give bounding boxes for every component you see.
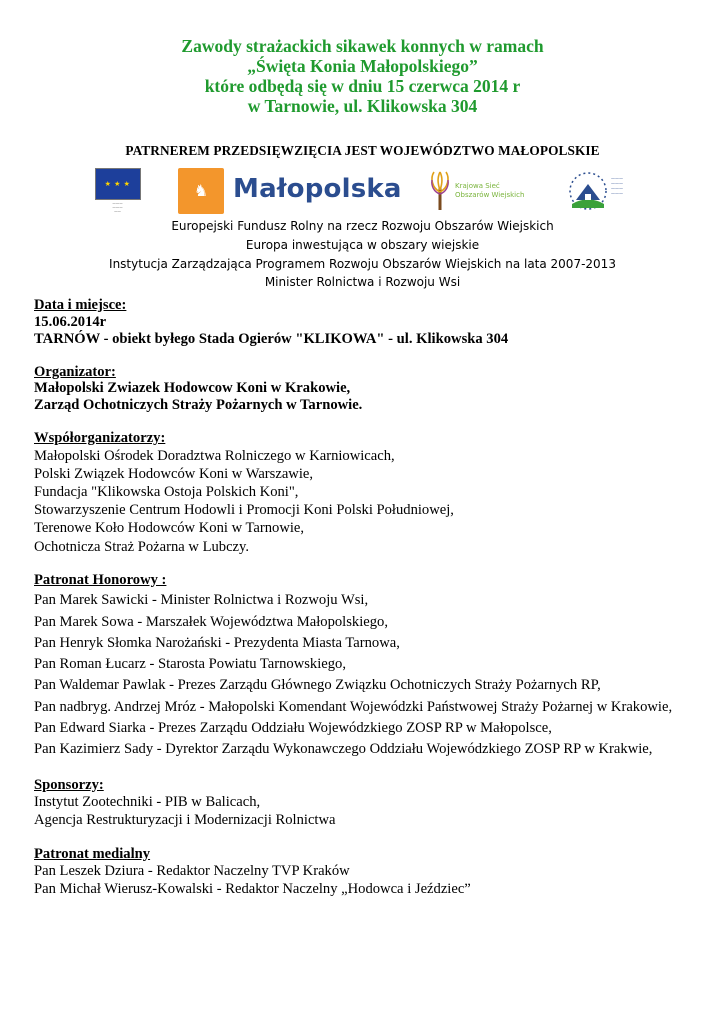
organizer-item: Małopolski Zwiazek Hodowcow Koni w Krakowie, bbox=[34, 380, 351, 396]
ksow-tree-icon bbox=[428, 170, 452, 212]
funding-line: Instytucja Zarządzająca Programem Rozwoju Obszarów Wiejskich na lata 2007-2013 bbox=[109, 256, 616, 271]
date-place-section bbox=[34, 297, 691, 348]
patron-item: Pan Henryk Słomka Narożański - Prezydenta Miasta Tarnowa, bbox=[34, 634, 400, 651]
organizer-item: Zarząd Ochotniczych Straży Pożarnych w Tarnowie. bbox=[34, 397, 363, 413]
media-patron-item: Pan Leszek Dziura - Redaktor Naczelny TVP Kraków bbox=[34, 863, 350, 879]
section-heading: Data i miejsce: bbox=[34, 297, 127, 313]
sponsor-item: Agencja Restrukturyzacji i Modernizacji Rolnictwa bbox=[34, 812, 336, 829]
eu-flag-icon: ★ ★ ★ bbox=[95, 168, 141, 200]
funding-line: Minister Rolnictwa i Rozwoju Wsi bbox=[264, 275, 461, 290]
honorary-patronage-section bbox=[34, 572, 691, 761]
coorganizer-item: Fundacja "Klikowska Ostoja Polskich Koni", bbox=[34, 483, 299, 500]
document-title bbox=[0, 36, 725, 116]
prow-logo bbox=[565, 168, 645, 214]
patron-item: Pan Marek Sawicki - Minister Rolnictwa i Rozwoju Wsi, bbox=[34, 592, 369, 609]
ksow-text: Krajowa Sieć Obszarów Wiejskich bbox=[455, 182, 525, 199]
title-line: „Święta Konia Małopolskiego” bbox=[247, 56, 478, 76]
organizer-section bbox=[34, 364, 691, 415]
sponsor-item: Instytut Zootechniki - PIB w Balicach, bbox=[34, 794, 261, 811]
prow-caption: ——— ——— ——— ——— bbox=[611, 176, 623, 196]
title-line: w Tarnowie, ul. Klikowska 304 bbox=[247, 96, 478, 116]
coorganizer-item: Ochotnicza Straż Pożarna w Lubczy. bbox=[34, 538, 250, 555]
media-patron-item: Pan Michał Wierusz-Kowalski - Redaktor Naczelny „Hodowca i Jeździec” bbox=[34, 881, 471, 898]
section-heading: Sponsorzy: bbox=[34, 776, 104, 793]
media-patronage-section bbox=[34, 846, 691, 899]
malopolska-logo-text: Małopolska bbox=[233, 174, 402, 204]
partner-statement: PATRNEREM PRZEDSIĘWZIĘCIA JEST WOJEWÓDZTWO MAŁOPOLSKIE bbox=[125, 143, 600, 158]
event-date: 15.06.2014r bbox=[34, 313, 107, 330]
coorganizers-section bbox=[34, 430, 691, 556]
event-place: TARNÓW - obiekt byłego Stada Ogierów "KLIKOWA" - ul. Klikowska 304 bbox=[34, 330, 509, 347]
title-line: Zawody strażackich sikawek konnych w ramach bbox=[181, 36, 544, 56]
section-heading: Patronat Honorowy : bbox=[34, 571, 167, 588]
eu-caption: ——— ——— —— bbox=[112, 201, 123, 213]
patron-item: Pan nadbryg. Andrzej Mróz - Małopolski Komendant Wojewódzki Państwowej Straży Pożarnej w Krakowie, bbox=[34, 698, 673, 715]
patron-item: Pan Edward Siarka - Prezes Zarządu Oddziału Wojewódzkiego ZOSP RP w Małopolsce, bbox=[34, 720, 552, 736]
patron-item: Pan Kazimierz Sady - Dyrektor Zarządu Wykonawczego Oddziału Wojewódzkiego ZOSP RP w Krakwie, bbox=[34, 741, 653, 758]
funding-notice bbox=[0, 217, 725, 292]
section-heading: Organizator: bbox=[34, 363, 116, 380]
coorganizer-item: Stowarzyszenie Centrum Hodowli i Promocji Koni Polski Południowej, bbox=[34, 502, 454, 519]
coorganizer-item: Małopolski Ośrodek Doradztwa Rolniczego w Karniowicach, bbox=[34, 447, 395, 464]
prow-house-icon bbox=[568, 170, 608, 212]
event-details bbox=[34, 297, 691, 898]
patron-item: Pan Marek Sowa - Marszałek Województwa Małopolskiego, bbox=[34, 613, 388, 630]
coorganizer-item: Terenowe Koło Hodowców Koni w Tarnowie, bbox=[34, 520, 305, 537]
section-heading: Patronat medialny bbox=[34, 845, 151, 862]
patron-item: Pan Roman Łucarz - Starosta Powiatu Tarnowskiego, bbox=[34, 656, 347, 673]
sponsors-section bbox=[34, 777, 691, 830]
logo-strip bbox=[0, 166, 725, 216]
section-heading: Współorganizatorzy: bbox=[34, 430, 166, 446]
eu-logo bbox=[90, 168, 145, 214]
malopolska-emblem-icon: ♞ bbox=[178, 168, 224, 214]
coorganizer-item: Polski Związek Hodowców Koni w Warszawie, bbox=[34, 465, 314, 482]
funding-line: Europa inwestująca w obszary wiejskie bbox=[245, 237, 480, 252]
ksow-logo bbox=[425, 168, 545, 214]
funding-line: Europejski Fundusz Rolny na rzecz Rozwoju Obszarów Wiejskich bbox=[171, 219, 554, 233]
title-line: które odbędą się w dniu 15 czerwca 2014 r bbox=[204, 76, 521, 96]
patron-item: Pan Waldemar Pawlak - Prezes Zarządu Głównego Związku Ochotniczych Straży Pożarnych RP, bbox=[34, 677, 601, 694]
